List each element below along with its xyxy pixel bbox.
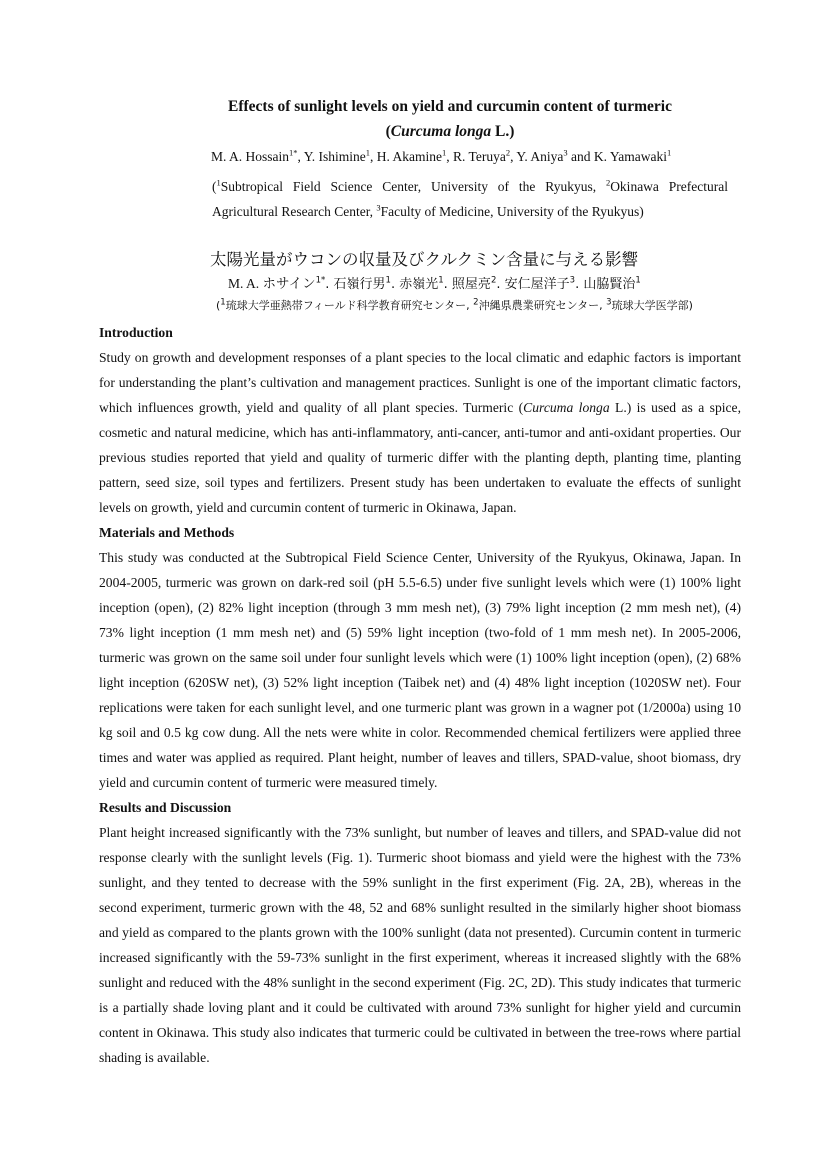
jp-author-mark: 1 — [385, 275, 391, 286]
affiliation-mark: 3 — [376, 202, 381, 213]
author-separator: , — [370, 149, 377, 164]
jp-author-separator: . — [443, 277, 452, 292]
jp-author-mark: 1 — [635, 275, 641, 286]
affiliation-2: Okinawa Prefectural Agricultural Research Center, — [212, 179, 728, 219]
body-text — [99, 320, 741, 1070]
author-name: R. Teruya — [453, 149, 506, 164]
author-separator: , — [446, 149, 454, 164]
author-separator: , — [297, 149, 304, 164]
jp-author-name: 石嶺行男 — [333, 277, 386, 292]
results-heading: Results and Discussion — [99, 800, 232, 815]
jp-author-mark: 3 — [569, 275, 576, 286]
jp-author-separator: . — [390, 277, 400, 292]
jp-affiliation-2: 沖縄県農業研究センター, — [478, 299, 607, 312]
introduction-paragraph — [99, 345, 741, 520]
author-name: K. Yamawaki — [593, 149, 667, 164]
title-close: L.) — [491, 123, 515, 140]
affiliation-open-paren: ( — [212, 179, 217, 194]
author-affiliation-mark: 1 — [666, 147, 672, 158]
jp-affil-mark: 2 — [473, 297, 479, 308]
jp-author-mark: 1 — [438, 275, 444, 286]
title-open-paren: ( — [385, 123, 391, 140]
affiliation-1: Subtropical Field Science Center, University of the Ryukyus, — [220, 179, 606, 194]
author-separator: , — [510, 149, 517, 164]
jp-author-separator: . — [325, 277, 334, 292]
author-name: H. Akamine — [376, 149, 443, 164]
author-affiliation-mark: 1 — [442, 147, 447, 158]
japanese-author-list — [228, 272, 641, 292]
author-name: Y. Aniya — [516, 149, 564, 164]
jp-affiliation-1: 琉球大学亜熱帯フィールド科学教育研究センター, — [225, 299, 474, 312]
title-species-name: Curcuma longa — [390, 123, 492, 140]
author-affiliation-mark: 3 — [563, 147, 568, 158]
jp-author-name: 安仁屋洋子 — [504, 277, 570, 292]
paper-title-line1: Effects of sunlight levels on yield and curcumin content of turmeric — [227, 98, 672, 115]
author-separator: and — [567, 149, 594, 164]
jp-affil-mark: 3 — [606, 297, 612, 308]
jp-author-separator: . — [575, 277, 584, 292]
jp-author-mark: 2 — [490, 275, 497, 286]
jp-affil-open-paren: ( — [216, 299, 221, 312]
methods-heading: Materials and Methods — [99, 525, 235, 540]
affiliation-mark: 2 — [605, 177, 611, 188]
introduction-heading: Introduction — [99, 325, 173, 340]
author-affiliation-mark: 2 — [505, 147, 511, 158]
paper-title-line2 — [200, 123, 700, 141]
jp-author-name: 山脇賢治 — [583, 277, 636, 292]
intro-text-part2: L.) is used as a spice, cosmetic and natural medicine, which has anti-inflammatory, anti-cancer, anti-tumor and anti-oxidant properties. Our previous studies reported that yield and quality of turmeric differ with the planting depth, planting time, planting pattern, seed size, soil types and fertilizers. Present study has been undertaken to evaluate the effects of sunlight levels on growth, yield and curcumin content of turmeric in Okinawa, Japan. — [99, 400, 741, 515]
jp-author-mark: 1* — [315, 275, 326, 286]
author-affiliation-mark: 1 — [365, 147, 371, 158]
author-name: Y. Ishimine — [303, 149, 366, 164]
author-name: M. A. Hossain — [211, 149, 290, 164]
jp-author-name: M. A. ホサイン — [228, 276, 316, 291]
author-affiliation-mark: 1* — [289, 147, 298, 158]
affiliation-mark: 1 — [216, 177, 221, 188]
jp-author-name: 照屋亮 — [451, 277, 491, 292]
author-list — [211, 149, 671, 165]
affiliation-3: Faculty of Medicine, University of the Ryukyus) — [380, 204, 644, 219]
intro-species-name: Curcuma longa — [523, 400, 610, 415]
methods-paragraph: This study was conducted at the Subtropical Field Science Center, University of the Ryukyus, Okinawa, Japan. In 2004-2005, turmeric was grown on dark-red soil (pH 5.5-6.5) under five sunlight levels which were (1) 100% light inception (open), (2) 82% light inception (through 3 mm mesh net), (3) 79% light inception (2 mm mesh net), (4) 73% light inception (1 mm mesh net) and (5) 59% light inception (two-fold of 1 mm mesh net). In 2005-2006, turmeric was grown on the same soil under four sunlight levels which were (1) 100% light inception (open), (2) 68% light inception (620SW net), (3) 52% light inception (Taibek net) and (4) 48% light inception (1020SW net). Four replications were taken for each sunlight level, and one turmeric plant was grown in a wagner pot (1/2000a) using 10 kg soil and 0.5 kg cow dung. All the nets were white in color. Recommended chemical fertilizers were applied three times and water was applied as required. Plant height, number of leaves and tillers, SPAD-value, shoot biomass, dry yield and curcumin content of turmeric were measured timely. — [99, 550, 741, 790]
jp-affiliation-3: 琉球大学医学部) — [611, 299, 693, 312]
jp-author-separator: . — [496, 277, 505, 292]
affiliations — [212, 174, 728, 224]
intro-text-part1: Study on growth and development responses of a plant species to the local climatic and edaphic factors is important for understanding the plant’s cultivation and management practices. Sunlight is one of the important climatic factors, which influences growth, yield and quality of all plant species. Turmeric ( — [99, 350, 741, 415]
japanese-title: 太陽光量がウコンの収量及びクルクミン含量に与える影響 — [210, 250, 639, 269]
results-paragraph: Plant height increased significantly with the 73% sunlight, but number of leaves and tillers, and SPAD-value did not response clearly with the sunlight levels (Fig. 1). Turmeric shoot biomass and yield were the highest with the 73% sunlight, and they tented to decrease with the 59% sunlight in the first experiment (Fig. 2A, 2B), whereas in the second experiment, turmeric grown with the 48, 52 and 68% sunlight resulted in the similarly higher shoot biomass and yield as compared to the plants grown with the 100% sunlight (data not presented). Curcumin content in turmeric increased significantly with the 59-73% sunlight in the first experiment, whereas it increased slightly with the 68% sunlight and reduced with the 48% sunlight in the second experiment (Fig. 2C, 2D). This study indicates that turmeric is a partially shade loving plant and it could be cultivated with around 73% sunlight for higher yield and curcumin content in Okinawa. This study also indicates that turmeric could be cultivated in between the tree-rows where partial shading is available. — [99, 825, 741, 1065]
jp-affil-mark: 1 — [220, 297, 226, 308]
jp-author-name: 赤嶺光 — [399, 277, 439, 292]
japanese-affiliations — [216, 297, 693, 313]
